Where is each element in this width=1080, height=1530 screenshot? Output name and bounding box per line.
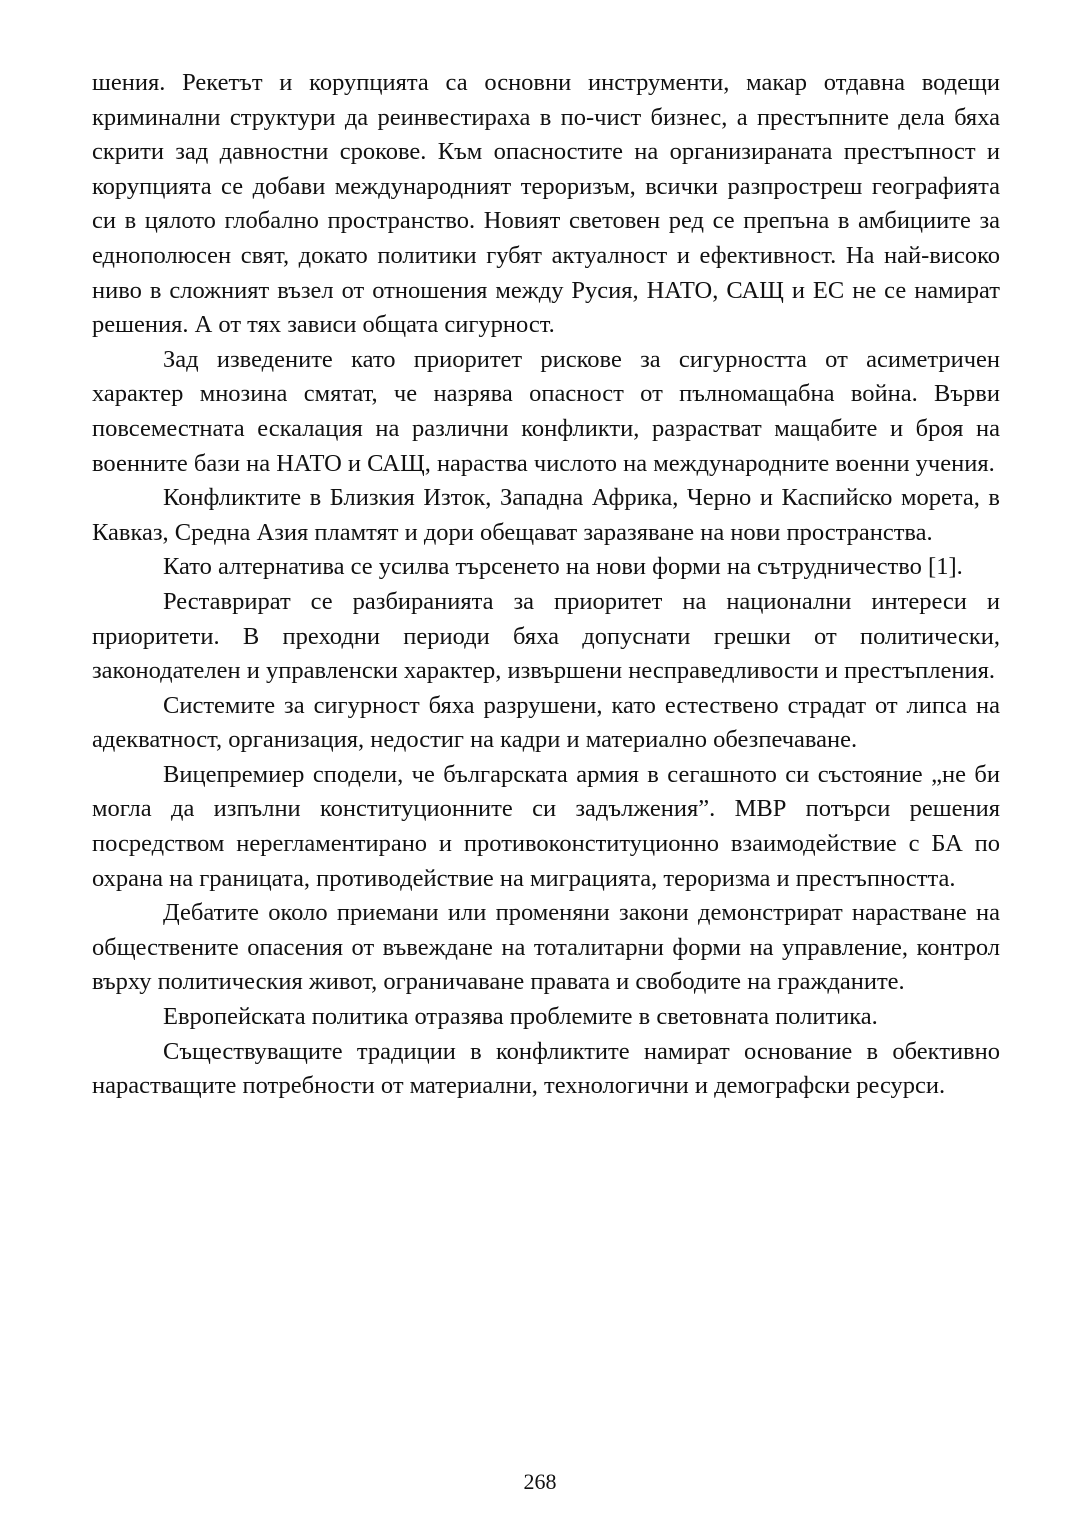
paragraph-continuation: шения. Рекетът и корупцията са основни инструменти, макар отдавна водещи криминални структури да реинвестираха в по-чист бизнес, а престъпните дела бяха скрити зад давностни срокове. Към опасностите на организираната престъпност и корупцията се добави международният тероризъм, всички разпростреш географията си в цялото глобално пространство. Новият световен ред се препъна в амбициите за еднополюсен свят, докато политики губят актуалност и ефективност. На най-високо ниво в сложният възел от отношения между Русия, НАТО, САЩ и ЕС не се намират решения. А от тях зависи общата сигурност.: [92, 69, 1000, 339]
paragraph: Зад изведените като приоритет рискове за сигурността от асиметричен характер мнозина смятат, че назрява опасност от пълномащабна война. Върви повсеместната ескалация на различни конфликти, разрастват мащабите и броя на военните бази на НАТО и САЩ, нараства числото на международните военни учения.: [92, 345, 1000, 477]
paragraph: Като алтернатива се усилва търсенето на нови форми на сътрудничество [1].: [163, 553, 963, 581]
page-body-text: [92, 66, 1000, 1104]
paragraph: Реставрират се разбиранията за приоритет на национални интереси и приоритети. В преходни периоди бяха допуснати грешки от политически, законодателен и управленски характер, извършени несправедливости и престъпления.: [92, 587, 1000, 685]
paragraph: Съществуващите традиции в конфликтите намират основание в обективно нарастващите потребности от материални, технологични и демографски ресурси.: [92, 1037, 1000, 1100]
paragraph: Конфликтите в Близкия Изток, Западна Африка, Черно и Каспийско морета, в Кавказ, Средна Азия пламтят и дори обещават заразяване на нови пространства.: [92, 484, 1000, 546]
paragraph: Дебатите около приемани или променяни закони демонстрират нарастване на обществените опасения от въвеждане на тоталитарни форми на управление, контрол върху политическия живот, ограничаване правата и свободите на гражданите.: [92, 899, 1000, 996]
page-number: 268: [523, 1469, 557, 1494]
paragraph: Системите за сигурност бяха разрушени, като естествено страдат от липса на адекватност, организация, недостиг на кадри и материално обезпечаване.: [92, 691, 1000, 754]
paragraph: Вицепремиер сподели, че българската армия в сегашното си състояние „не би могла да изпълни конституционните си задължения”. МВР потърси решения посредством нерегламентирано и противоконституционно взаимодействие с БА по охрана на границата, противодействие на миграцията, тероризма и престъпността.: [92, 760, 1000, 892]
paragraph: Европейската политика отразява проблемите в световната политика.: [163, 1003, 878, 1031]
